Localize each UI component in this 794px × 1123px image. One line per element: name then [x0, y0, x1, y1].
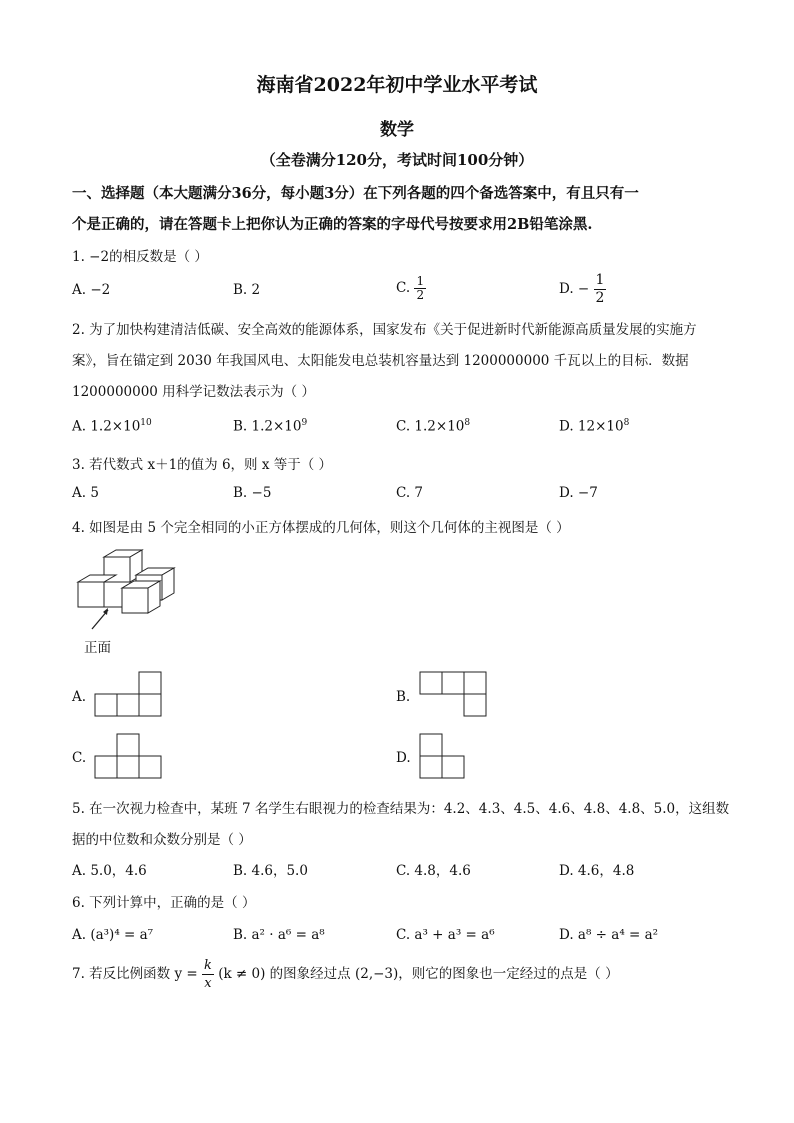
- q1-option-a: A. −2: [72, 282, 111, 298]
- q3-stem: 3. 若代数式 x＋1的值为 6，则 x 等于（ ）: [72, 457, 333, 473]
- fraction-denominator: 2: [416, 288, 425, 302]
- q2-option-a: [72, 418, 152, 435]
- fraction-denominator: 2: [595, 290, 605, 306]
- q4-option-b-label: B.: [396, 689, 411, 705]
- option-text: A. 1.2×10: [72, 418, 141, 435]
- q4-option-d-label: D.: [396, 750, 411, 766]
- q1-option-b: B. 2: [233, 282, 261, 298]
- q6-option-c: C. a³ + a³ = a⁶: [396, 927, 495, 943]
- exponent: 9: [301, 418, 308, 428]
- fraction-numerator: k: [204, 958, 212, 973]
- option-text: C. 1.2×10: [396, 418, 465, 435]
- q2-option-c: [396, 418, 470, 435]
- fraction-numerator: 1: [416, 274, 425, 288]
- section-instruction-line2: 个是正确的，请在答题卡上把你认为正确的答案的字母代号按要求用2B铅笔涂黑.: [72, 216, 593, 233]
- q7-stem: [72, 957, 619, 992]
- q7-suffix: (k ≠ 0) 的图象经过点 (2,−3)，则它的图象也一定经过的点是（ ）: [218, 966, 619, 982]
- q1-option-d-fraction: [594, 272, 607, 307]
- option-text: B. 1.2×10: [233, 418, 302, 435]
- exponent: 10: [140, 418, 152, 428]
- cube-figure: [70, 545, 180, 635]
- page-title: 海南省2022年初中学业水平考试: [256, 74, 538, 96]
- q1-option-c-fraction: [414, 275, 426, 302]
- q7-fraction: [202, 957, 214, 992]
- q5-option-a: A. 5.0，4.6: [72, 863, 147, 879]
- exam-info: （全卷满分120分，考试时间100分钟）: [260, 151, 534, 169]
- q3-option-c: C. 7: [396, 485, 424, 501]
- subject-title: 数学: [380, 120, 414, 140]
- front-label: 正面: [84, 640, 111, 656]
- q4-stem: 4. 如图是由 5 个完全相同的小正方体摆成的几何体，则这个几何体的主视图是（ ）: [72, 520, 570, 536]
- fraction-denominator: x: [204, 976, 212, 991]
- q5-option-d: D. 4.6，4.8: [559, 863, 635, 879]
- q6-option-b: B. a² · a⁶ = a⁸: [233, 927, 325, 943]
- q1-option-d-label: D. −: [559, 281, 590, 297]
- q5-stem-line1: 5. 在一次视力检查中，某班 7 名学生右眼视力的检查结果为：4.2、4.3、4.5、4.6、4.8、4.8、5.0，这组数: [72, 801, 730, 817]
- q3-option-d: D. −7: [559, 485, 598, 501]
- q2-option-d: [559, 418, 629, 435]
- exponent: 8: [623, 418, 630, 428]
- q4-option-d-figure: [419, 733, 469, 781]
- q4-option-c-label: C.: [72, 750, 87, 766]
- q2-stem-line3: 1200000000 用科学记数法表示为（ ）: [72, 384, 315, 400]
- q4-option-a-label: A.: [72, 689, 87, 705]
- q3-option-b: B. −5: [233, 485, 272, 501]
- q5-stem-line2: 据的中位数和众数分别是（ ）: [72, 832, 252, 848]
- q1-option-c-label: C.: [396, 280, 411, 296]
- q6-option-d: D. a⁸ ÷ a⁴ = a²: [559, 927, 659, 943]
- option-text: D. 12×10: [559, 418, 624, 435]
- q1-stem: 1. −2的相反数是（ ）: [72, 249, 208, 265]
- q1-option-c: [396, 275, 426, 302]
- q1-option-d: [559, 272, 606, 307]
- q2-stem-line2: 案》，旨在锚定到 2030 年我国风电、太阳能发电总装机容量达到 1200000000 千瓦以上的目标．数据: [72, 353, 689, 369]
- q6-option-a: A. (a³)⁴ = a⁷: [72, 927, 154, 943]
- q2-stem-line1: 2. 为了加快构建清洁低碳、安全高效的能源体系，国家发布《关于促进新时代新能源高质量发展的实施方: [72, 322, 697, 338]
- q5-option-b: B. 4.6，5.0: [233, 863, 308, 879]
- q6-stem: 6. 下列计算中，正确的是（ ）: [72, 895, 256, 911]
- q3-option-a: A. 5: [72, 485, 99, 501]
- section-instruction-line1: 一、选择题（本大题满分36分，每小题3分）在下列各题的四个备选答案中，有且只有一: [72, 185, 639, 202]
- q7-prefix: 7. 若反比例函数 y =: [72, 966, 198, 982]
- q5-option-c: C. 4.8，4.6: [396, 863, 471, 879]
- q4-option-b-figure: [419, 671, 489, 719]
- fraction-numerator: 1: [595, 272, 605, 288]
- exponent: 8: [464, 418, 471, 428]
- q4-option-c-figure: [94, 733, 164, 781]
- q2-option-b: [233, 418, 307, 435]
- q4-option-a-figure: [94, 671, 164, 719]
